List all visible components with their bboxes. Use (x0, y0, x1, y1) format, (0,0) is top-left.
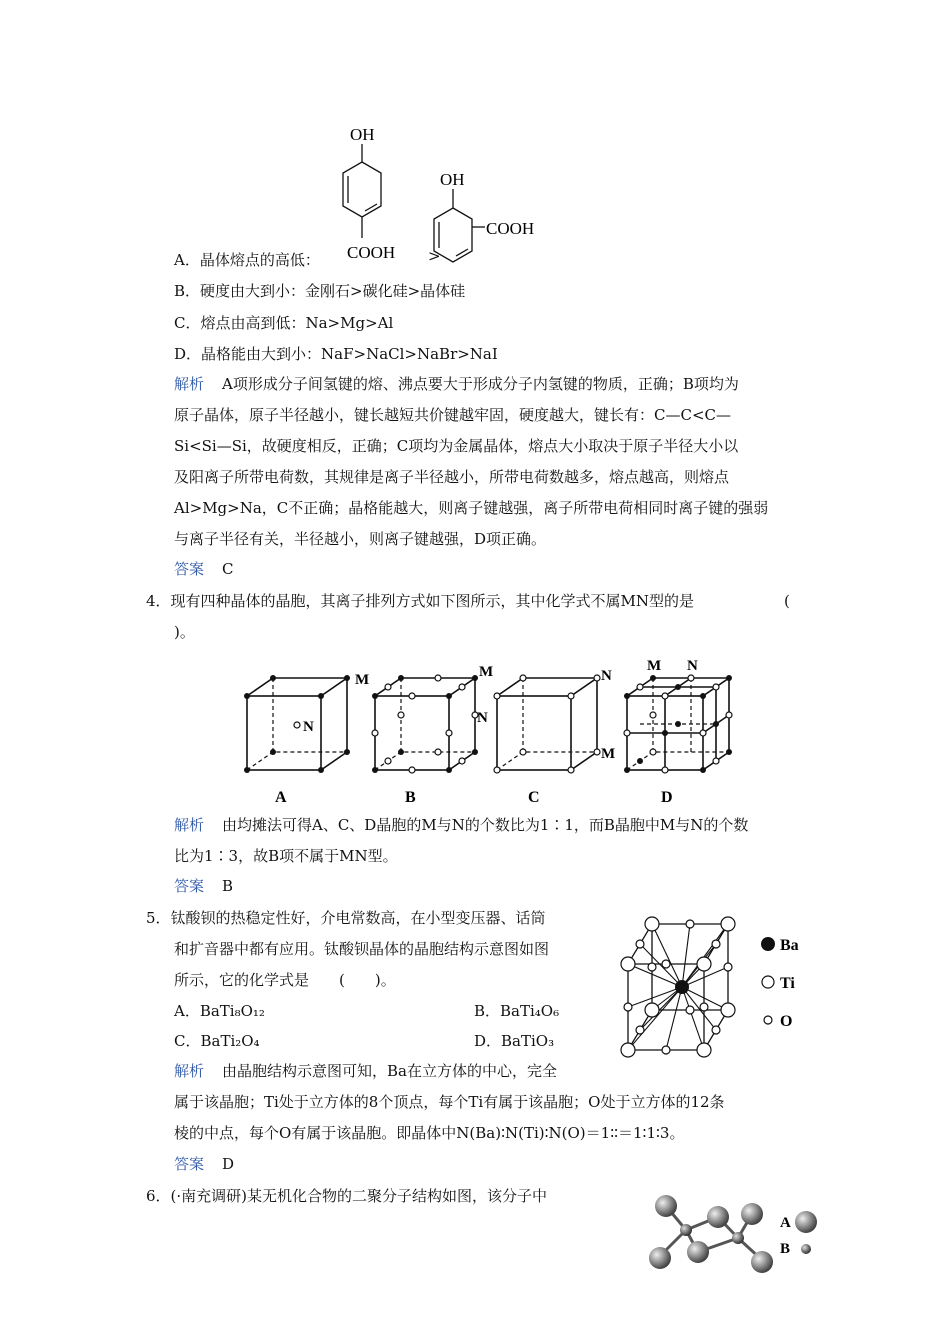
cell-a-label: A (275, 789, 287, 806)
cell-b-n-label: N (477, 710, 488, 726)
para-hydroxybenzoic-acid-structure (320, 118, 420, 268)
q4-analysis-label: 解析 (174, 816, 205, 834)
cell-a (244, 672, 369, 806)
q5-analysis-line: 属于该晶胞；Ti处于立方体的8个顶点，每个Ti有属于该晶胞；O处于立方体的12条 (174, 1093, 725, 1111)
q3-answer: C (222, 560, 234, 578)
mol1-cooh-label: COOH (347, 243, 396, 262)
q5-stem-line: 所示，它的化学式是 ( )。 (174, 971, 396, 989)
cell-c (494, 668, 615, 806)
q4-paren-open: ( (784, 592, 790, 610)
q5-analysis-line: 由晶胞结构示意图可知，Ba在立方体的中心，完全 (222, 1062, 557, 1080)
q5-analysis-line: 棱的中点，每个O有属于该晶胞。即晶体中N(Ba)∶N(Ti)∶N(O)＝1∶∶＝1∶1∶3。 (174, 1124, 685, 1142)
q5-option-a: A．BaTi₈O₁₂ (174, 1002, 265, 1020)
barium-titanate-cell-figure (612, 902, 822, 1062)
cell-c-n-label: N (601, 668, 612, 684)
q3-analysis-label: 解析 (174, 375, 205, 393)
q3-analysis-line: 及阳离子所带电荷数，其规律是离子半径越小，所带电荷数越多，熔点越高，则熔点 (174, 468, 730, 486)
cell-b-m-label: M (479, 664, 494, 680)
q5-stem-line: 5．钛酸钡的热稳定性好，介电常数高，在小型变压器、话筒 (146, 909, 546, 927)
legend-a-label: A (780, 1215, 791, 1231)
mol2-cooh-label: COOH (486, 219, 535, 238)
q3-option-c: C．熔点由高到低：Na>Mg>Al (174, 314, 394, 332)
cell-a-m-label: M (355, 672, 370, 688)
q4-stem-end: )。 (174, 623, 195, 641)
cell-c-m-label: M (601, 746, 616, 762)
cell-d (624, 658, 732, 806)
q3-analysis-line: 原子晶体，原子半径越小，键长越短共价键越牢固，硬度越大，键长有：C—C<C— (174, 406, 732, 424)
mol1-oh-label: OH (350, 125, 375, 144)
cell-b (372, 664, 493, 806)
q3-answer-label: 答案 (174, 560, 205, 578)
q5-analysis-label: 解析 (174, 1062, 205, 1080)
cell-d-label: D (661, 789, 673, 806)
q5-option-c: C．BaTi₂O₄ (174, 1032, 260, 1050)
greater-than-sign: > (428, 247, 441, 265)
q4-analysis-line: 由均摊法可得A、C、D晶胞的M与N的个数比为1∶1，而B晶胞中M与N的个数 (222, 816, 749, 834)
q3-option-a: A．晶体熔点的高低： (174, 251, 320, 269)
legend-b-label: B (780, 1241, 791, 1257)
cell-d-n-label: N (687, 658, 698, 674)
legend-ti-label: Ti (780, 975, 795, 992)
q3-analysis-line: Si<Si—Si，故硬度相反，正确；C项均为金属晶体，熔点大小取决于原子半径大小以 (174, 437, 739, 455)
q3-option-b: B．硬度由大到小：金刚石>碳化硅>晶体硅 (174, 282, 466, 300)
cell-c-label: C (528, 789, 540, 806)
q5-answer: D (222, 1155, 235, 1173)
q5-option-d: D．BaTiO₃ (474, 1032, 555, 1050)
cell-b-label: B (405, 789, 416, 806)
q5-stem-line: 和扩音器中都有应用。钛酸钡晶体的晶胞结构示意图如图 (174, 940, 550, 958)
legend-o-label: O (780, 1013, 793, 1030)
salicylic-acid-structure (415, 165, 555, 275)
mol2-oh-label: OH (440, 170, 465, 189)
q3-analysis-line: 与离子半径有关，半径越小，则离子键越强，D项正确。 (174, 530, 547, 548)
q3-option-d: D．晶格能由大到小：NaF>NaCl>NaBr>NaI (174, 345, 498, 363)
cell-d-m-label: M (647, 658, 662, 674)
dimer-molecule-figure (640, 1190, 830, 1290)
q4-answer-label: 答案 (174, 877, 205, 895)
q6-stem: 6．(·南充调研)某无机化合物的二聚分子结构如图，该分子中 (146, 1187, 548, 1205)
q3-analysis-line: Al>Mg>Na，C不正确；晶格能越大，则离子键越强，离子所带电荷相同时离子键的强弱 (174, 499, 769, 517)
q5-answer-label: 答案 (174, 1155, 205, 1173)
legend-ba-label: Ba (780, 937, 799, 954)
q4-answer: B (222, 877, 234, 895)
q5-option-b: B．BaTi₄O₆ (474, 1002, 560, 1020)
cell-a-n-label: N (303, 719, 314, 735)
q4-analysis-line: 比为1∶3，故B项不属于MN型。 (174, 847, 398, 865)
q4-stem: 4．现有四种晶体的晶胞，其离子排列方式如下图所示，其中化学式不属MN型的是 (146, 592, 695, 610)
q3-analysis-line: A项形成分子间氢键的熔、沸点要大于形成分子内氢键的物质，正确；B项均为 (222, 375, 739, 393)
crystal-cells-figure (235, 652, 745, 812)
